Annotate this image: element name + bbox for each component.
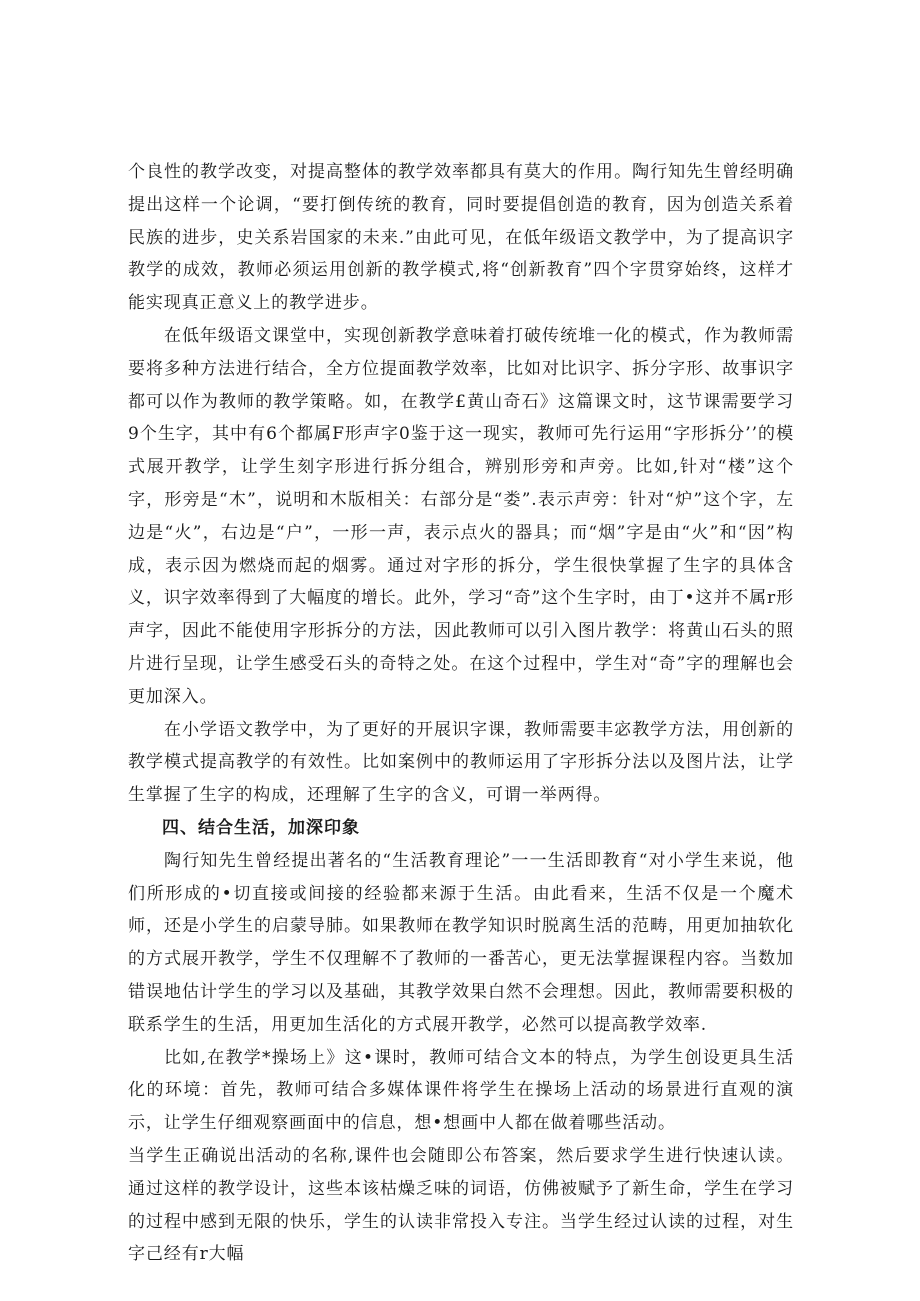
paragraph-1: 个良性的教学改变，对提高整体的教学效率都具有莫大的作用。陶行知先生曾经明确提出这样一个论调，“要打倒传统的教育，同时要提倡创造的教育，因为创造关系着民族的进步，史关系岩国家的未来.”由此可见，在低年级语文教学中，为了提高识字教学的成效，教师必须运用创新的教学模式,将“创新教育”四个字贯穿始终，这样才能实现真正意义上的教学进步。 bbox=[128, 162, 794, 314]
section-heading: 四、结合生活，加深印象 bbox=[162, 817, 360, 838]
paragraph-5: 比如,在教学*操场上》这•课时，教师可结合文本的特点，为学生创设更具生活化的环境：首先，教师可结合多媒体课件将学生在操场上活动的场景进行直观的演示，让学生仔细观察画面中的信息，想•想画中人都在做着哪些活动。 bbox=[128, 1047, 794, 1134]
document-page bbox=[128, 156, 794, 1271]
paragraph-3: 在小学语文教学中，为了更好的开展识字课，教师需要丰宓教学方法，用创新的教学模式提高教学的有效性。比如案例中的教师运用了字形拆分法以及图片法，让学生掌握了生字的构成，还理解了生字的含义，可谓一举两得。 bbox=[128, 719, 794, 806]
paragraph-6: 当学生正确说出活动的名称,课件也会随即公布答案，然后要求学生进行快速认读。通过这样的教学设计，这些本该枯燥乏味的词语，仿佛被赋予了新生命，学生在学习的过程中感到无限的快乐，学生的认读非常投入专注。当学生经过认读的过程，对生字己经有r大幅 bbox=[128, 1145, 794, 1265]
paragraph-4: 陶行知先生曾经提出著名的“生活教育理论”一一生活即教育“对小学生来说，他们所形成的•切直接或间接的经验都来源于生活。由此看来，生活不仅是一个魔术师，还是小学生的启蒙导肺。如果教师在教学知识时脱离生活的范畴，用更加抽软化的方式展开教学，学生不仅理解不了教师的一番苦心，更无法掌握课程内容。当数加错误地估计学生的学习以及基础，其教学效果白然不会理想。因此，教师需要积极的联系学生的生活，用更加生活化的方式展开教学，必然可以提高教学效率. bbox=[128, 850, 794, 1035]
paragraph-2: 在低年级语文课堂中，实现创新教学意味着打破传统堆一化的模式，作为教师需要将多种方法进行结合，全方位提面教学效率，比如对比识字、拆分字形、故事识字都可以作为教师的教学策略。如，在教学£黄山奇石》这篇课文时，这节课需要学习9个生字，其中有6个都属F形声字0鉴于这一现实，教师可先行运用“字形拆分’’的模式展开教学，让学生刻字形进行拆分组合，辨别形旁和声旁。比如,针对“楼”这个字，形旁是“木”，说明和木版相关：右部分是“娄”.表示声旁：针对“炉”这个字，左边是“火”，右边是“户”，一形一声，表示点火的器具；而“烟”字是由“火”和“因”构成，表示因为燃烧而起的烟雾。通过对字形的拆分，学生很快掌握了生字的具体含义，识字效率得到了大幅度的增长。此外，学习“奇”这个生字时，由丁•这并不属r形声字，因此不能使用字形拆分的方法，因此教师可以引入图片教学：将黄山石头的照片进行呈现，让学生感受石头的奇特之处。在这个过程中，学生对“奇”字的理解也会更加深入。 bbox=[128, 325, 794, 707]
